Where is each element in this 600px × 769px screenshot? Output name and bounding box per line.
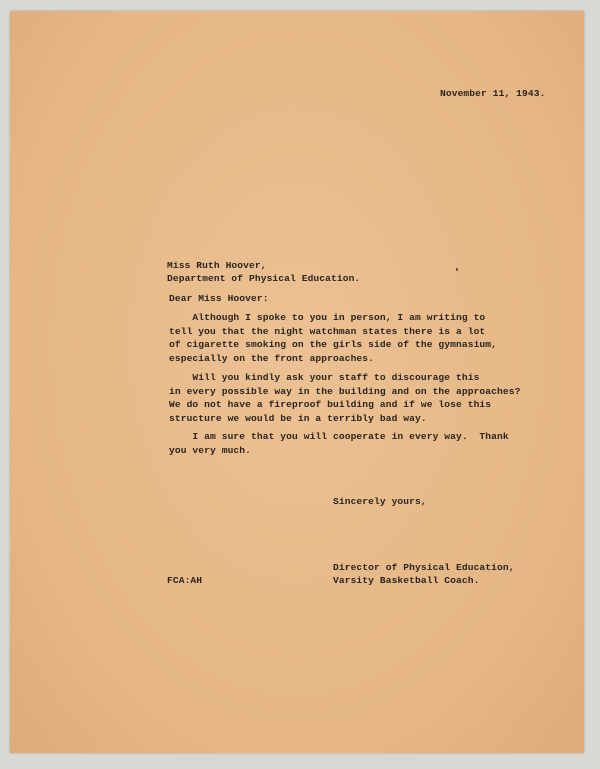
body-line: especially on the front approaches.	[169, 352, 375, 364]
recipient-name: Miss Ruth Hoover,	[167, 260, 267, 271]
body-paragraph-2	[169, 371, 520, 425]
salutation: Dear Miss Hoover:	[169, 293, 269, 304]
body-line: in every possible way in the building and on the approaches?	[169, 385, 521, 397]
closing: Sincerely yours,	[333, 496, 427, 507]
body-line: structure we would be in a terribly bad way.	[169, 412, 427, 424]
body-line: Will you kindly ask your staff to discourage this	[169, 372, 480, 383]
body-line: of cigarette smoking on the girls side of the gymnasium,	[169, 339, 498, 351]
signature-title: Director of Physical Education,	[333, 562, 515, 573]
body-line: you very much.	[169, 444, 252, 456]
body-paragraph-3	[169, 430, 509, 457]
recipient-department: Department of Physical Education.	[167, 273, 361, 284]
signature-subtitle: Varsity Basketball Coach.	[333, 575, 480, 586]
reference-initials: FCA:AH	[167, 575, 203, 586]
letter-date: November 11, 1943.	[440, 88, 546, 99]
letter-page	[10, 11, 584, 753]
paper-speck	[456, 268, 458, 271]
body-line: I am sure that you will cooperate in every way. Thank	[169, 431, 509, 442]
body-line: tell you that the night watchman states there is a lot	[169, 325, 486, 337]
body-line: We do not have a fireproof building and if we lose this	[169, 399, 492, 411]
body-line: Although I spoke to you in person, I am writing to	[169, 312, 486, 323]
body-paragraph-1	[169, 311, 497, 365]
